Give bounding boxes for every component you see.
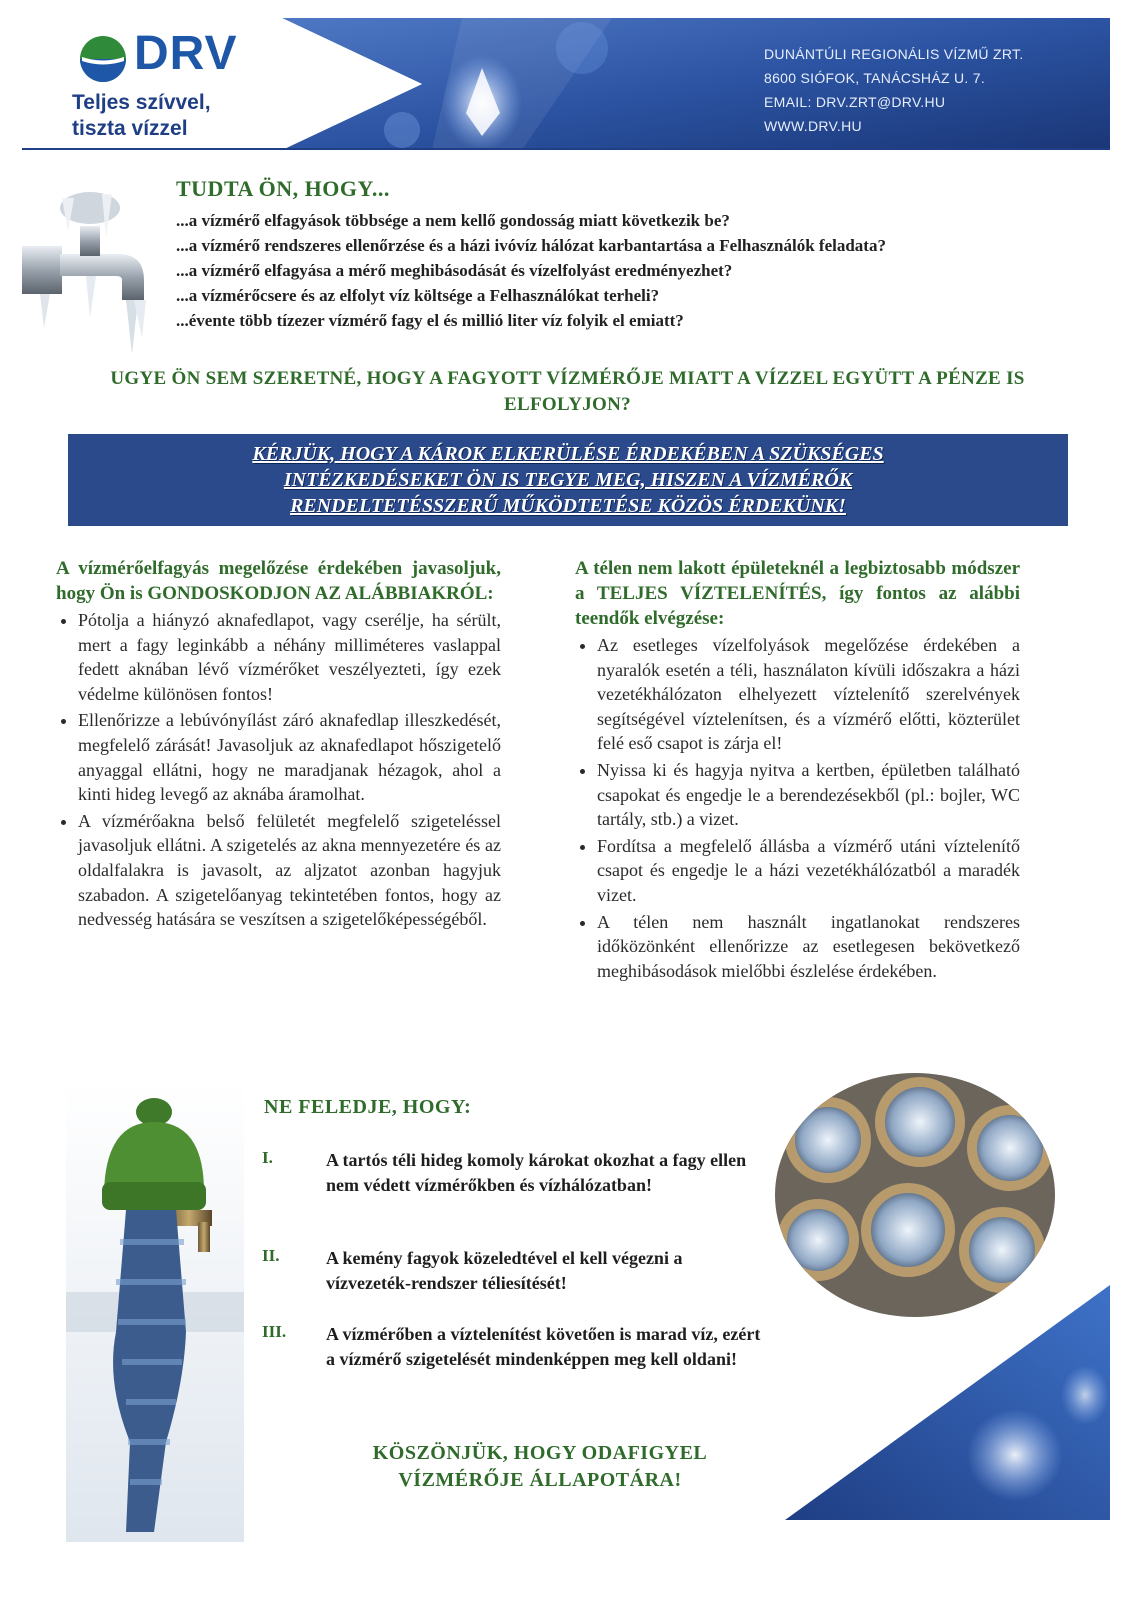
slogan-line-2: tiszta vízzel [72,117,188,140]
right-column [575,556,1020,985]
reminder-number: I. [262,1148,273,1167]
tudta-item: ...a vízmérő elfagyása a mérő meghibásodását és vízelfolyást eredményezhet? [176,261,733,280]
company-info [764,42,1104,138]
company-web: WWW.DRV.HU [764,118,862,134]
right-column-list [575,633,1020,983]
left-column-title: A vízmérőelfagyás megelőzése érdekében javasoljuk, hogy Ön is GONDOSKODJON AZ ALÁBBIAKRÓL: [56,558,501,604]
company-address: 8600 SIÓFOK, TANÁCSHÁZ U. 7. [764,70,986,86]
list-item: • Fordítsa a megfelelő állásba a vízmérő utáni víztelenítő csapot és engedje le a házi vezetékhálózatból a maradék vizet. [597,834,1020,908]
tudta-item: ...a vízmérő elfagyások többsége a nem kellő gondosság miatt következik be? [176,211,730,230]
list-item: • A télen nem használt ingatlanokat rendszeres időközönként ellenőrizze az esetlegesen bekövetkező meghibásodások mielőbbi észlelése érdekében. [597,910,1020,984]
reminder-text: A vízmérőben a víztelenítést követően is marad víz, ezért a vízmérő szigetelését mindenképpen meg kell oldani! [326,1324,761,1369]
reminder-title: NE FELEDJE, HOGY: [264,1096,472,1118]
tudta-item: ...évente több tízezer vízmérő fagy el és millió liter víz folyik el emiatt? [176,311,684,330]
right-column-title: A télen nem lakott épületeknél a legbiztosabb módszer a TELJES VÍZTELENÍTÉS, így fontos az alábbi teendők elvégzése: [575,558,1020,629]
tudta-item: ...a vízmérő rendszeres ellenőrzése és a házi ivóvíz hálózat karbantartása a Felhasználók feladata? [176,236,886,255]
header-rule [22,148,1110,150]
left-column-list [56,608,501,932]
thanks-message [330,1440,750,1494]
reminder-text: A kemény fagyok közeledtével el kell végezni a vízvezeték-rendszer téliesítését! [326,1248,683,1293]
corner-banner-decoration [785,1285,1110,1520]
drv-logo-icon [78,34,128,84]
notice-text: KÉRJÜK, HOGY A KÁROK ELKERÜLÉSE ÉRDEKÉBEN A SZÜKSÉGES INTÉZKEDÉSEKET ÖN IS TEGYE MEG, HISZEN A VÍZMÉRŐK RENDELTETÉSSZERŰ MŰKÖDTETÉSE KÖZÖS ÉRDEKÜNK! [252,443,884,517]
question-heading: UGYE ÖN SEM SZERETNÉ, HOGY A FAGYOTT VÍZMÉRŐJE MIATT A VÍZZEL EGYÜTT A PÉNZE IS ELFOLYJON? [110,368,1025,415]
list-item: • Ellenőrizze a lebúvónyílást záró aknafedlap illeszkedését, megfelelő zárását! Javasoljuk az aknafedlapot hőszigetelő anyaggal ellátni, hogy ne maradjanak hézagok, ahol a kinti hideg levegő az aknába áramolhat. [78,708,501,806]
thanks-line-1: KÖSZÖNJÜK, HOGY ODAFIGYEL [372,1442,708,1464]
notice-box [68,434,1068,526]
reminder-number: II. [262,1246,280,1265]
hat-faucet-image [66,1082,244,1542]
list-item: • A vízmérőakna belső felületét megfelelő szigeteléssel javasoljuk ellátni. A szigetelés az akna mennyezetére és az oldalfalakra is javasolt, az aljzatot azonban hagyjuk szabadon. A szigetelőanyag tekintetében fontos, hogy az nedvesség hatására se veszítsen a szigetelőképességéből. [78,809,501,932]
tudta-title: TUDTA ÖN, HOGY... [176,176,390,201]
list-item: • Az esetleges vízelfolyások megelőzése érdekében a nyaralók esetén a téli, használaton kívüli időszakra a házi vezetékhálózaton elhelyezett víztelenítő szerelvények segítségével víztelenítsen, és a vízmérő előtti, közterület felé eső csapot is zárja el! [597,633,1020,756]
header [22,18,1110,153]
slogan [72,90,292,142]
tudta-item: ...a vízmérőcsere és az elfolyt víz költsége a Felhasználókat terheli? [176,286,660,305]
tudta-list [176,208,886,333]
water-meters-image [770,1070,1060,1320]
frozen-faucet-image [22,168,172,358]
list-item: • Pótolja a hiányzó aknafedlapot, vagy cserélje, ha sérült, mert a fagy leginkább a néhány milliméteres vaslappal fedett aknában lévő vízmérőket veszélyezteti, így ezek védelme különösen fontos! [78,608,501,706]
company-email: EMAIL: DRV.ZRT@DRV.HU [764,94,946,110]
reminder-number: III. [262,1322,287,1341]
list-item: • Nyissa ki és hagyja nyitva a kertben, épületben található csapokat és engedje le a berendezésekből (pl.: bojler, WC tartály, stb.) a vizet. [597,758,1020,832]
slogan-line-1: Teljes szívvel, [72,91,211,114]
thanks-line-2: VÍZMÉRŐJE ÁLLAPOTÁRA! [398,1469,682,1491]
left-column [56,556,501,934]
company-name: DUNÁNTÚLI REGIONÁLIS VÍZMŰ ZRT. [764,46,1024,62]
reminder-text: A tartós téli hideg komoly károkat okozhat a fagy ellen nem védett vízmérőkben és vízhálózatban! [326,1150,747,1195]
logo-text: DRV [134,27,238,80]
